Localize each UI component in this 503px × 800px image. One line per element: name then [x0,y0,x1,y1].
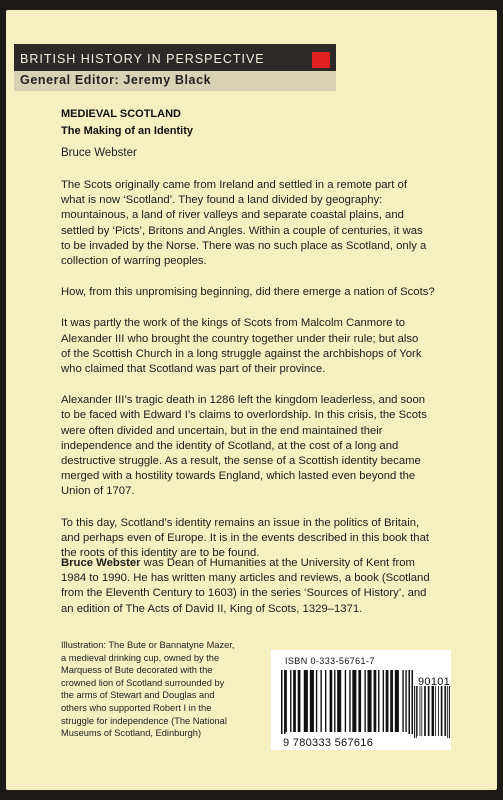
barcode-bar [421,686,422,736]
barcode-bar [402,670,403,732]
barcode-bar [325,670,326,732]
series-title: BRITISH HISTORY IN PERSPECTIVE [20,52,265,66]
barcode-bar [364,670,365,732]
series-editor: General Editor: Jeremy Black [20,73,212,87]
barcode-bar [416,686,417,738]
book-subtitle: The Making of an Identity [61,125,194,137]
price-code: 90101 [418,676,451,688]
blurb-paragraph: To this day, Scotland’s identity remains an issue in the politics of Britain, and perhaps even of Europe. It is in the events described in this book that the roots of this identity are to be found. [61,516,430,560]
barcode-bar [334,670,335,732]
barcode-bar [286,670,287,732]
barcode-bar [284,670,286,734]
barcode-bar [320,670,321,732]
bio-author-name: Bruce Webster [61,557,141,569]
barcode-bar [447,686,448,738]
price-addon-barcode [414,686,452,738]
barcode-bar [367,670,371,732]
barcode-bar [420,686,421,736]
barcode-bar [345,670,346,732]
barcode-bar [330,670,333,732]
series-red-square-logo [312,52,330,68]
barcode-bar [414,686,415,738]
barcode-bar [424,686,426,736]
barcode-bar [349,670,350,732]
barcode-bar [405,670,406,732]
barcode-bar [449,686,450,738]
blurb-paragraph: It was partly the work of the kings of Scots from Malcolm Canmore to Alexander III who brought the country together under their rule; but also of the Scottish Church in a long struggle against the archbishops of York who claimed that Scotland was part of their province. [61,317,422,376]
barcode-bar [374,670,377,732]
barcode-bar [383,670,384,732]
barcode-bar [281,670,283,734]
barcode-bar [316,670,317,732]
barcode-bar [438,686,439,736]
blurb-paragraph: The Scots originally came from Ireland and settled in a remote part of what is now ‘Scotland’. They found a land divided by geography: mountainous, a land of river valleys and separate coastal plains, and settled by ‘Picts’, Britons and Angles. Within a couple of centuries, it was to be invaded by the Norse. There was no such place as Scotland, only a collection of warring peoples. [61,179,427,268]
book-author: Bruce Webster [61,147,137,159]
barcode-bar [432,686,434,736]
barcode-bar [352,670,356,732]
isbn-number: ISBN 0-333-56761-7 [285,656,375,666]
barcode-bar [337,670,341,732]
book-title: MEDIEVAL SCOTLAND [61,108,181,120]
barcode-bar [411,670,413,734]
blurb-paragraph: How, from this unpromising beginning, did there emerge a nation of Scots? [61,286,435,299]
barcode-bar [378,670,379,732]
author-bio: Bruce Webster was Dean of Humanities at the University of Kent from 1984 to 1990. He has written many articles and reviews, a book (Scotland from the Eleventh Century to 1603) in the series ‘Sources of History’, and an edition of The Acts of David II, King of Scots, 1329–1371. [61,557,430,615]
barcode-bar [417,686,418,736]
barcode-number: 9 780333 567616 [283,737,374,749]
blurb-paragraph: Alexander III’s tragic death in 1286 left the kingdom leaderless, and soon to be faced with Edward I’s claims to overlordship. In this crisis, the Scots were often divided and uncertain, but in the end maintained their independence and the identity of Scotland, at the cost of a long and destructive struggle. As a result, the sense of a Scottish identity became merged with a hostility towards England, which lasted even beyond the Union of 1707. [61,394,427,498]
barcode-bar [408,670,410,734]
barcode-bar [444,686,446,736]
barcode-bar [386,670,389,732]
barcode-bar [390,670,393,732]
barcode-bar [358,670,361,732]
blurb-body [61,178,446,577]
barcode-bar [310,670,314,732]
barcode-bar [293,670,296,732]
illustration-caption: Illustration: The Bute or Bannatyne Mazer, a medieval drinking cup, owned by the Marquess of Bute decorated with the crowned lion of Scotland surrounded by the arms of Stewart and Douglas and others who supported Robert I in the struggle for independence (The National Museums of Scotland, Edinburgh) [61,640,235,739]
barcode-bar [298,670,301,732]
barcode-bar [441,686,443,736]
ean-barcode [281,670,416,734]
barcode-bar [395,670,399,732]
barcode-bar [435,686,436,736]
barcode-bar [290,670,291,732]
barcode-bar [304,670,308,732]
barcode-bar [428,686,430,736]
